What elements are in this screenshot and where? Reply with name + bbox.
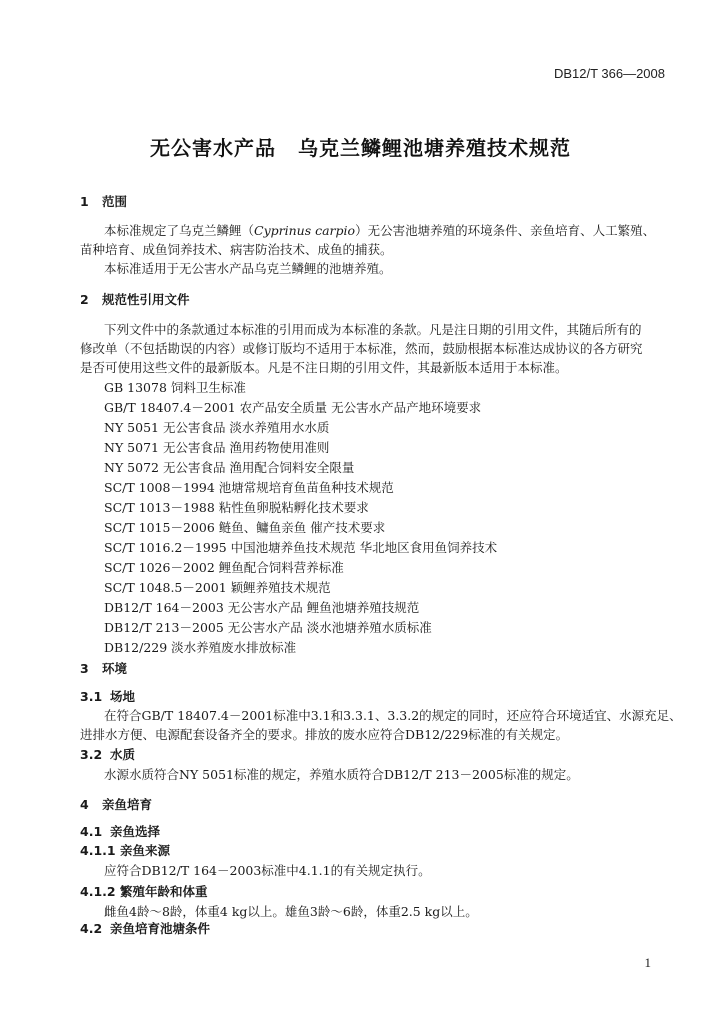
section-4-1-2-heading: 4.1.2 繁殖年龄和体重 — [80, 884, 208, 899]
reference-item: NY 5072 无公害食品 渔用配合饲料安全限量 — [104, 460, 355, 475]
reference-item: NY 5051 无公害食品 淡水养殖用水水质 — [104, 420, 330, 435]
standard-code: DB12/T 366—2008 — [553, 66, 665, 81]
section-1-paragraph-1-line-1: 本标准规定了乌克兰鳞鲤（Cyprinus carpio）无公害池塘养殖的环境条件、亲鱼培育、人工繁殖、 — [104, 223, 656, 238]
section-3-1-heading: 3.1 场地 — [80, 689, 136, 704]
section-1-paragraph-1-line-2: 苗种培育、成鱼饲养技术、病害防治技术、成鱼的捕获。 — [80, 242, 393, 257]
section-2-paragraph-line-3: 是否可使用这些文件的最新版本。凡是不注日期的引用文件，其最新版本适用于本标准。 — [80, 360, 568, 375]
section-4-1-1-heading: 4.1.1 亲鱼来源 — [80, 843, 171, 858]
section-1-heading: 1 范围 — [80, 194, 128, 209]
section-3-2-heading: 3.2 水质 — [80, 747, 136, 762]
section-4-1-1-paragraph: 应符合DB12/T 164－2003标准中4.1.1的有关规定执行。 — [104, 863, 431, 878]
reference-item: GB/T 18407.4－2001 农产品安全质量 无公害水产品产地环境要求 — [104, 400, 482, 415]
reference-item: GB 13078 饲料卫生标准 — [104, 380, 246, 395]
section-2-paragraph-line-2: 修改单（不包括勘误的内容）或修订版均不适用于本标准，然而，鼓励根据本标准达成协议的各方研究 — [80, 341, 643, 356]
section-4-1-heading: 4.1 亲鱼选择 — [80, 824, 161, 839]
reference-item: DB12/T 164－2003 无公害水产品 鲤鱼池塘养殖技规范 — [104, 600, 420, 615]
section-4-heading: 4 亲鱼培育 — [80, 797, 153, 812]
section-4-1-2-paragraph: 雌鱼4龄～8龄，体重4 kg以上。雄鱼3龄～6龄，体重2.5 kg以上。 — [104, 904, 478, 919]
reference-item: DB12/229 淡水养殖废水排放标准 — [104, 640, 297, 655]
reference-item: SC/T 1008－1994 池塘常规培育鱼苗鱼种技术规范 — [104, 480, 394, 495]
reference-item: SC/T 1015－2006 鲢鱼、鳙鱼亲鱼 催产技术要求 — [104, 520, 386, 535]
reference-item: SC/T 1026－2002 鲤鱼配合饲料营养标准 — [104, 560, 344, 575]
reference-item: NY 5071 无公害食品 渔用药物使用准则 — [104, 440, 330, 455]
section-4-2-heading: 4.2 亲鱼培育池塘条件 — [80, 921, 211, 936]
section-3-2-paragraph: 水源水质符合NY 5051标准的规定，养殖水质符合DB12/T 213－2005标准的规定。 — [104, 767, 579, 782]
reference-item: DB12/T 213－2005 无公害水产品 淡水池塘养殖水质标准 — [104, 620, 432, 635]
title-part1: 无公害水产品 — [150, 136, 276, 160]
section-3-1-paragraph-line-1: 在符合GB/T 18407.4－2001标准中3.1和3.3.1、3.3.2的规定的同时，还应符合环境适宜、水源充足、 — [104, 708, 682, 723]
reference-item: SC/T 1016.2－1995 中国池塘养鱼技术规范 华北地区食用鱼饲养技术 — [104, 540, 498, 555]
document-title — [0, 132, 721, 161]
title-part2: 乌克兰鳞鲤池塘养殖技术规范 — [298, 136, 571, 160]
page-number: 1 — [644, 955, 651, 970]
section-2-heading: 2 规范性引用文件 — [80, 292, 190, 307]
reference-item: SC/T 1048.5－2001 颖鲤养殖技术规范 — [104, 580, 331, 595]
section-3-1-paragraph-line-2: 进排水方便、电源配套设备齐全的要求。排放的废水应符合DB12/229标准的有关规定。 — [80, 727, 569, 742]
section-1-paragraph-2: 本标准适用于无公害水产品乌克兰鳞鲤的池塘养殖。 — [104, 261, 392, 276]
section-2-paragraph-line-1: 下列文件中的条款通过本标准的引用而成为本标准的条款。凡是注日期的引用文件，其随后所有的 — [104, 322, 642, 337]
reference-item: SC/T 1013－1988 粘性鱼卵脱粘孵化技术要求 — [104, 500, 369, 515]
section-3-heading: 3 环境 — [80, 661, 128, 676]
